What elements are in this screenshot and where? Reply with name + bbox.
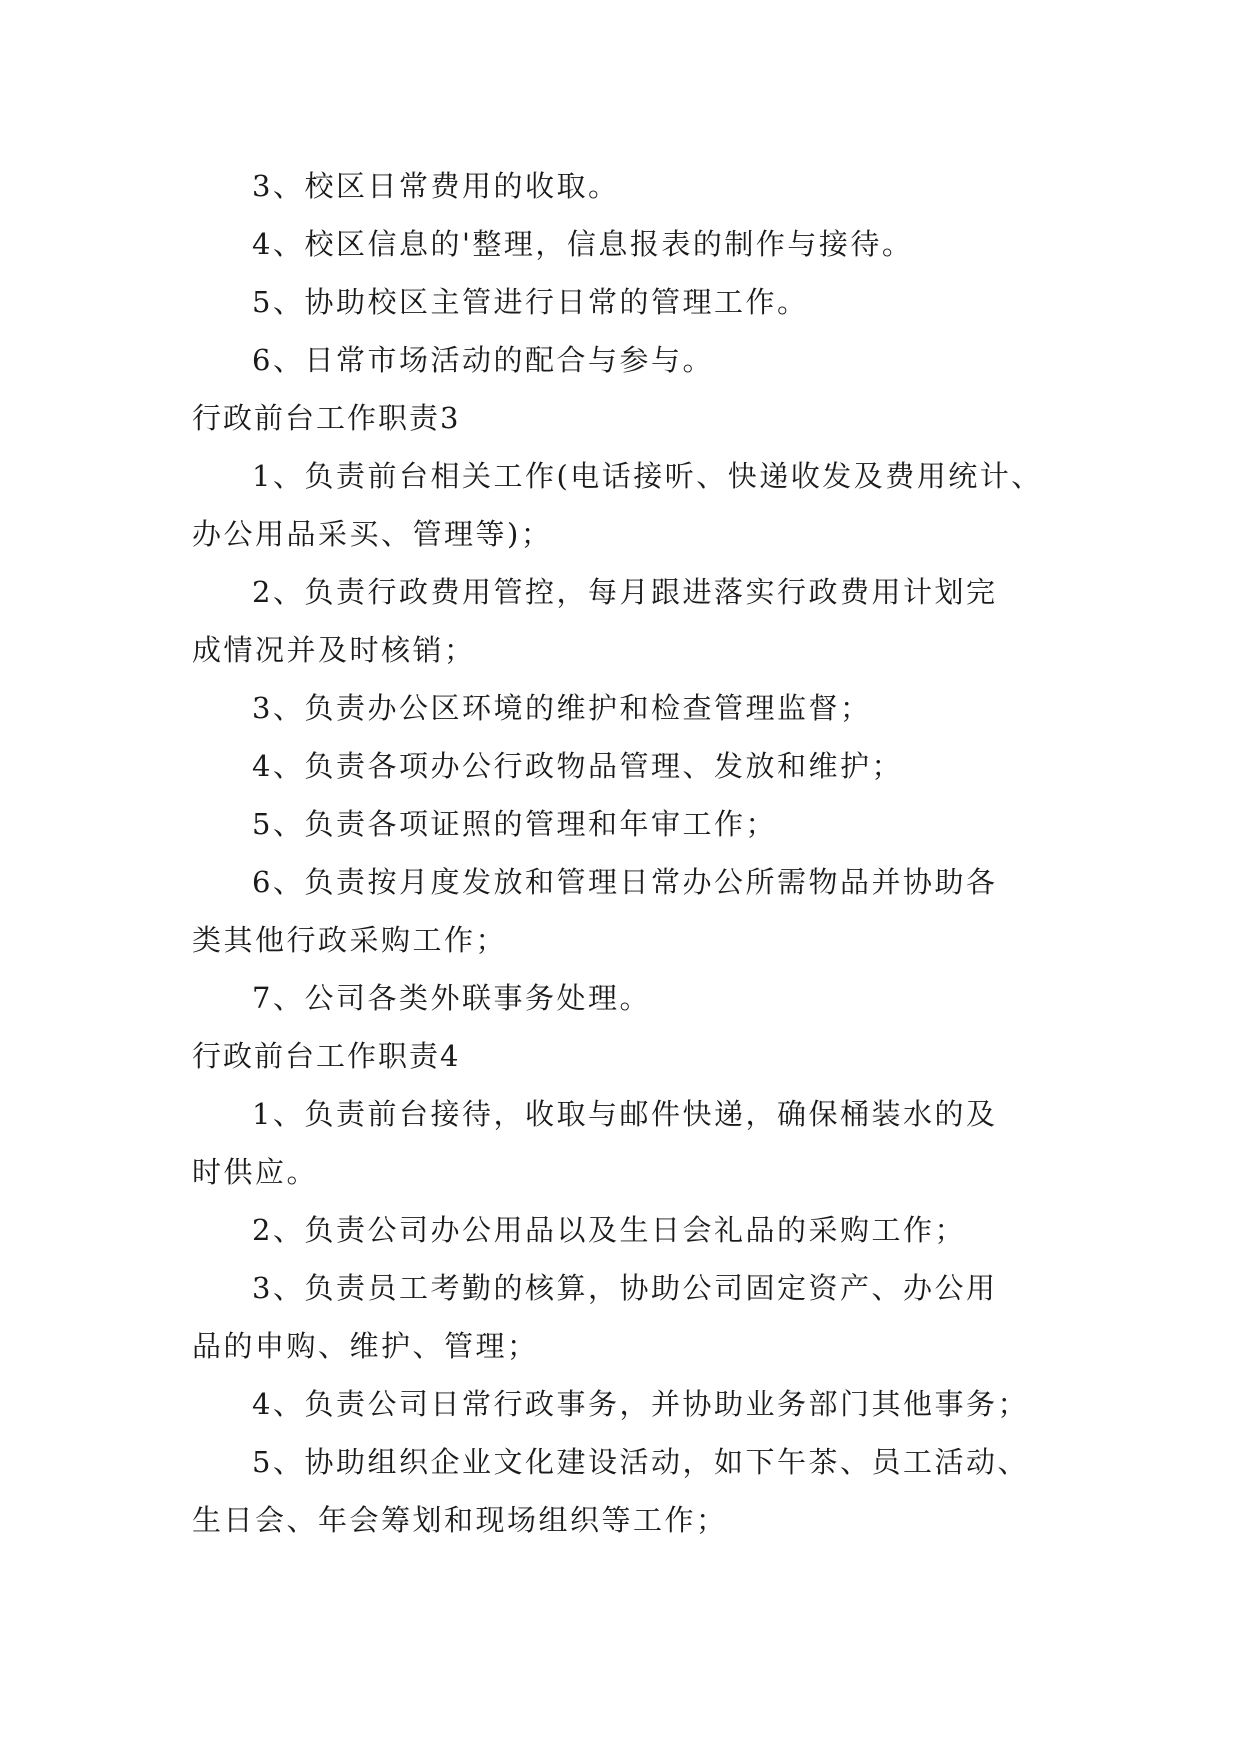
text-line: 品的申购、维护、管理； [192,1329,539,1363]
text-line: 4、负责各项办公行政物品管理、发放和维护； [252,749,903,783]
text-line: 办公用品采买、管理等)； [192,517,553,551]
section-heading: 行政前台工作职责4 [192,1039,461,1073]
text-line: 3、负责办公区环境的维护和检查管理监督； [252,691,872,725]
text-line: 7、公司各类外联事务处理。 [252,981,651,1015]
document-body [192,157,1072,1549]
text-line: 2、负责行政费用管控，每月跟进落实行政费用计划完 [252,575,998,609]
text-line: 1、负责前台相关工作(电话接听、快递收发及费用统计、 [252,459,1043,493]
text-line: 4、负责公司日常行政事务，并协助业务部门其他事务； [252,1387,1029,1421]
text-line: 6、日常市场活动的配合与参与。 [252,343,714,377]
text-line: 类其他行政采购工作； [192,923,508,957]
text-line: 5、协助校区主管进行日常的管理工作。 [252,285,809,319]
text-line: 生日会、年会筹划和现场组织等工作； [192,1503,728,1537]
section-heading: 行政前台工作职责3 [192,401,461,435]
text-line: 时供应。 [192,1155,319,1189]
text-line: 5、负责各项证照的管理和年审工作； [252,807,777,841]
text-line: 6、负责按月度发放和管理日常办公所需物品并协助各 [252,865,998,899]
text-line: 1、负责前台接待，收取与邮件快递，确保桶装水的及 [252,1097,998,1131]
text-line: 5、协助组织企业文化建设活动，如下午茶、员工活动、 [252,1445,1029,1479]
text-line: 2、负责公司办公用品以及生日会礼品的采购工作； [252,1213,966,1247]
text-line: 3、负责员工考勤的核算，协助公司固定资产、办公用 [252,1271,998,1305]
text-line: 3、校区日常费用的收取。 [252,169,620,203]
text-line: 4、校区信息的'整理，信息报表的制作与接待。 [252,227,914,261]
text-line: 成情况并及时核销； [192,633,476,667]
